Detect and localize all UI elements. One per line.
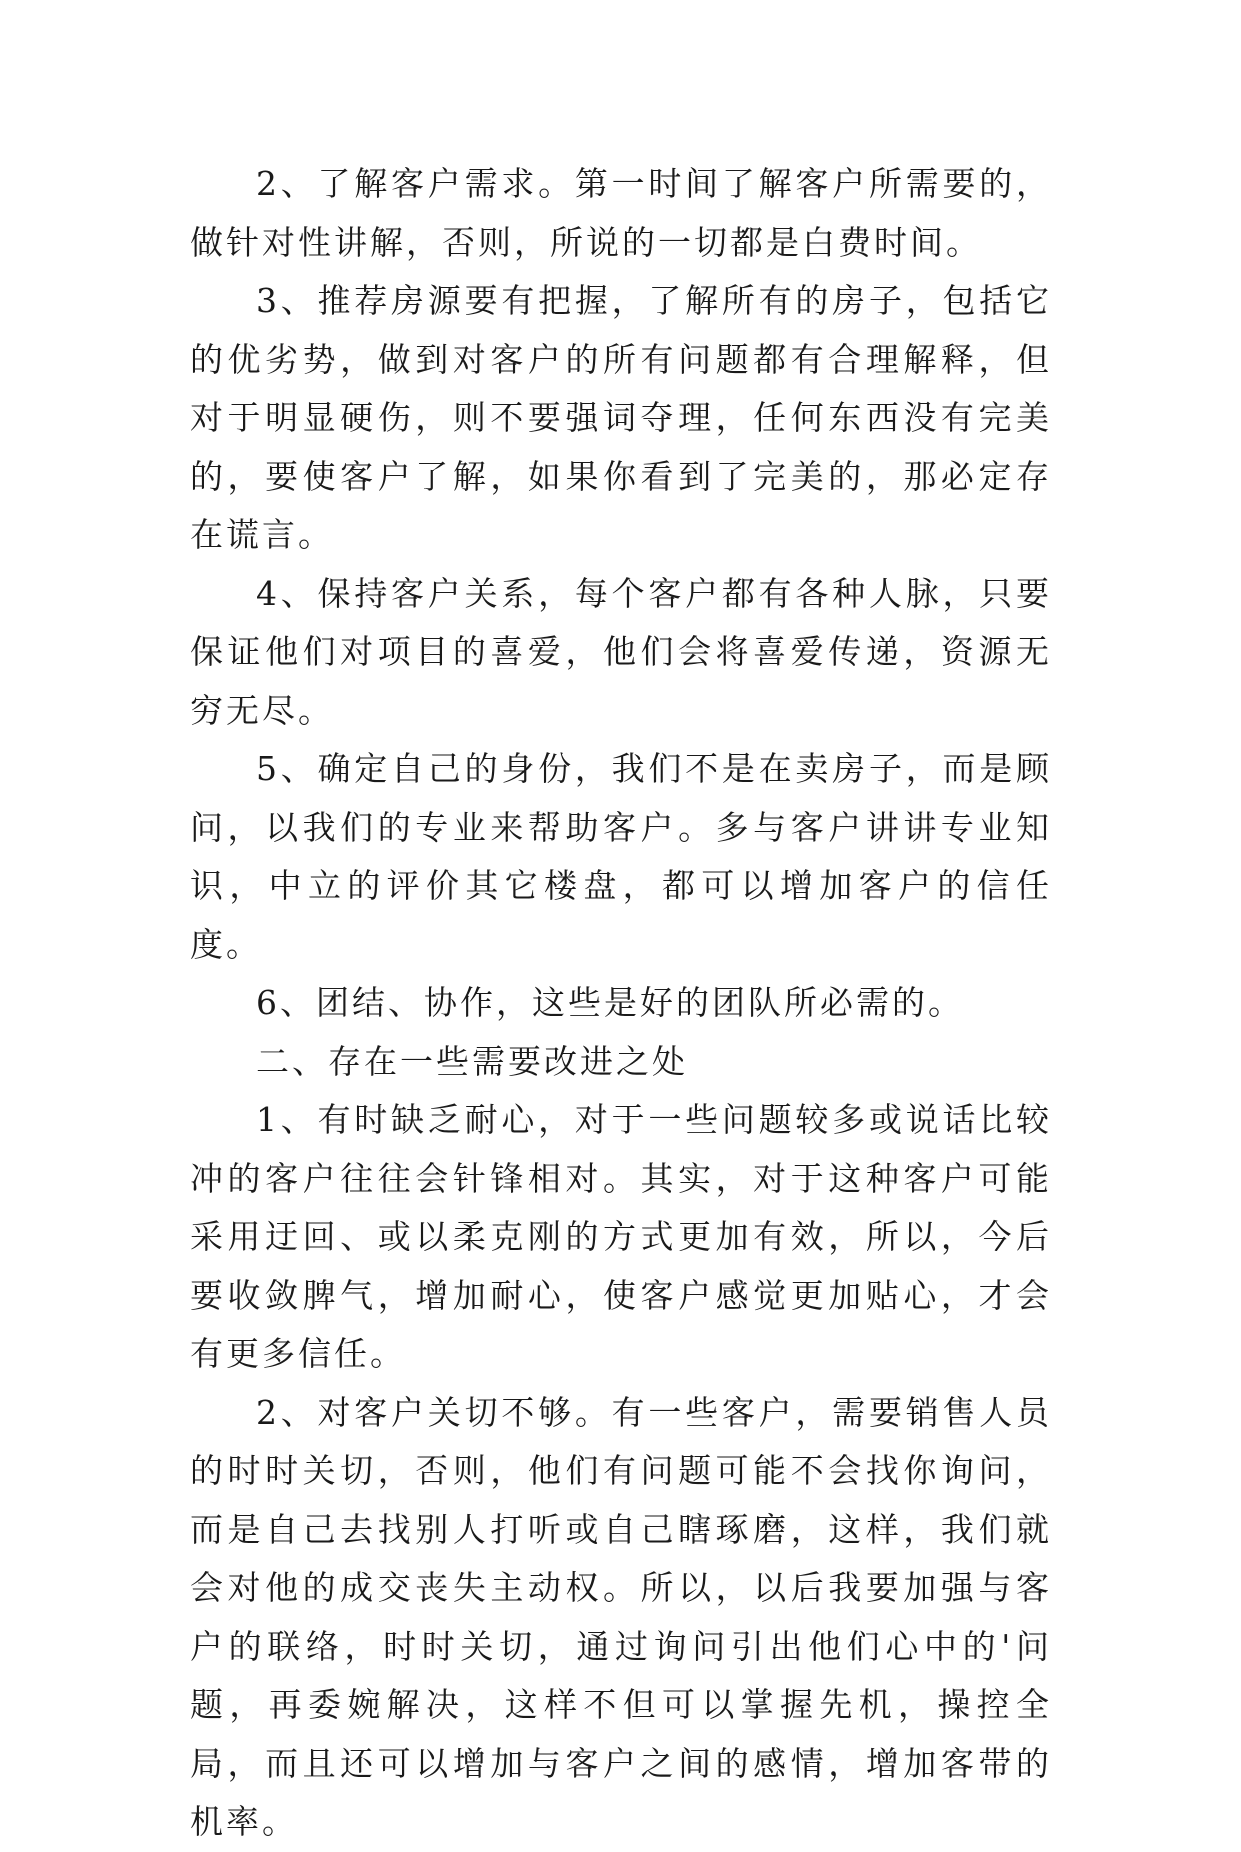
paragraph-recommend-listings: 3、推荐房源要有把握，了解所有的房子，包括它的优劣势，做到对客户的所有问题都有合理解释，但对于明显硬伤，则不要强词夺理，任何东西没有完美的，要使客户了解，如果你看到了完美的，那必定存在谎言。 — [190, 281, 1052, 554]
paragraph-client-care: 2、对客户关切不够。有一些客户，需要销售人员的时时关切，否则，他们有问题可能不会找你询问，而是自己去找别人打听或自己瞎琢磨，这样，我们就会对他的成交丧失主动权。所以，以后我要加强与客户的联络，时时关切，通过询问引出他们心中的'问题，再委婉解决，这样不但可以掌握先机，操控全局，而且还可以增加与客户之间的感情，增加客带的机率。 — [190, 1392, 1052, 1841]
paragraph-understand-needs: 2、了解客户需求。第一时间了解客户所需要的，做针对性讲解，否则，所说的一切都是白费时间。 — [190, 164, 1052, 262]
section-heading-improvements: 二、存在一些需要改进之处 — [256, 1041, 688, 1081]
paragraph-identity-consultant: 5、确定自己的身份，我们不是在卖房子，而是顾问，以我们的专业来帮助客户。多与客户讲讲专业知识，中立的评价其它楼盘，都可以增加客户的信任度。 — [190, 749, 1052, 964]
paragraph-client-relations: 4、保持客户关系，每个客户都有各种人脉，只要保证他们对项目的喜爱，他们会将喜爱传递，资源无穷无尽。 — [190, 573, 1052, 730]
paragraph-teamwork: 6、团结、协作，这些是好的团队所必需的。 — [256, 983, 964, 1022]
document-body — [190, 155, 1052, 1852]
paragraph-patience: 1、有时缺乏耐心，对于一些问题较多或说话比较冲的客户往往会针锋相对。其实，对于这种客户可能采用迂回、或以柔克刚的方式更加有效，所以，今后要收敛脾气，增加耐心，使客户感觉更加贴心，才会有更多信任。 — [190, 1100, 1052, 1373]
